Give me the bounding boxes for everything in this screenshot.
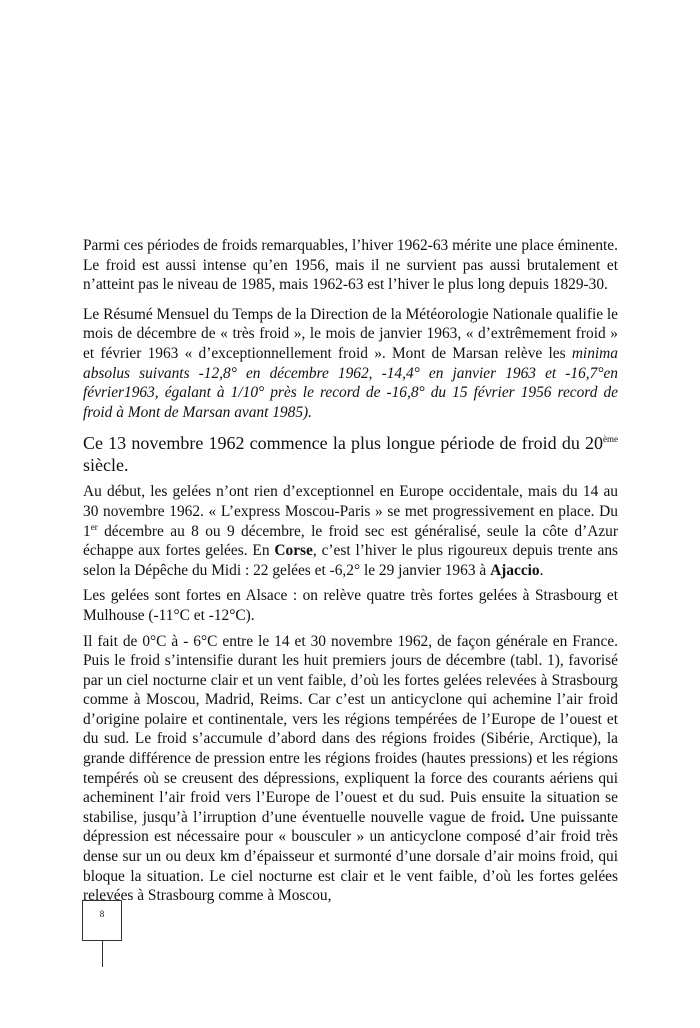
heading-superscript: ème xyxy=(603,434,618,445)
page-number: 8 xyxy=(99,909,105,919)
paragraph-2 xyxy=(83,305,618,423)
paragraph-5 xyxy=(83,632,618,906)
paragraph-3 xyxy=(83,482,618,580)
section-heading xyxy=(83,432,618,476)
p3-superscript: er xyxy=(90,521,98,532)
heading-text: Ce 13 novembre 1962 commence la plus longue période de froid du 20 xyxy=(83,433,603,454)
page-number-box xyxy=(82,900,122,941)
p3-bold-ajaccio: Ajaccio xyxy=(490,561,540,579)
document-body xyxy=(83,236,618,916)
p3-text: Au début, les gelées n’ont rien d’exceptionnel en Europe occidentale, mais du 14 au 30 novembre 1962. « L’express Moscou-Paris » se met progressivement en place. Du 1 xyxy=(83,483,618,540)
p5-text-b: Une puissante dépression est nécessaire pour « bousculer » un anticyclone composé d’air froid très dense sur un ou deux km d’épaisseur et surmonté d’une dorsale d’air moins froid, qui bloque la situation. Le ciel nocturne est clair et le vent faible, d’où les fortes gelées relevées à Strasbourg comme à Moscou, xyxy=(83,808,618,905)
paragraph-2-text: Le Résumé Mensuel du Temps de la Direction de la Météorologie Nationale qualifie le mois de décembre de « très froid », le mois de janvier 1963, « d’extrêmement froid » et février 1963 « d’exceptionnellement froid ». Mont de Marsan relève les xyxy=(83,305,619,362)
heading-text-end: siècle. xyxy=(83,455,129,476)
paragraph-1: Parmi ces périodes de froids remarquables, l’hiver 1962-63 mérite une place éminente. Le froid est aussi intense qu’en 1956, mais il ne survient pas aussi brutalement et n’atteint pas le niveau de 1985, mais 1962-63 est l’hiver le plus long depuis 1829-30. xyxy=(83,237,618,294)
paragraph-2-italic: minima absolus suivants -12,8° en décembre 1962, -14,4° en janvier 1963 et -16,7°en février1963, égalant à 1/10° près le record de -16,8° du 15 février 1956 record de froid à Mont de Marsan avant 1985). xyxy=(83,344,618,421)
paragraph-4: Les gelées sont fortes en Alsace : on relève quatre très fortes gelées à Strasbourg et Mulhouse (-11°C et -12°C). xyxy=(83,587,618,624)
p5-bold: . xyxy=(520,808,525,826)
p3-bold-corse: Corse xyxy=(274,542,313,560)
page-number-line xyxy=(102,940,103,967)
p3-text-c: , c’est l’hiver le plus rigoureux depuis trente ans selon la Dépêche du Midi : 22 gelées et -6,2° le 29 janvier 1963 à xyxy=(83,542,619,579)
p3-text-b: décembre au 8 ou 9 décembre, le froid sec est généralisé, seule la côte d’Azur échappe aux fortes gelées. En xyxy=(83,522,618,560)
p5-text: Il fait de 0°C à - 6°C entre le 14 et 30 novembre 1962, de façon générale en France. Puis le froid s’intensifie durant les huit premiers jours de décembre (tabl. 1), favorisé par un ciel nocturne clair et un vent faible, d’où les fortes gelées relevées à Strasbourg comme à Moscou, Madrid, Reims. Car c’est un anticyclone qui achemine l’air froid d’origine polaire et continentale, vers les régions tempérées de l’Europe de l’ouest et du sud. Le froid s’accumule d’abord dans des régions froides (Sibérie, Arctique), la grande différence de pression entre les régions froides (hautes pressions) et les régions tempérés où se creusent des dépressions, expliquent la force des courants aériens qui acheminent l’air froid vers l’Europe de l’ouest et du sud. Puis ensuite la situation se stabilise, jusqu’à l’irruption d’une éventuelle nouvelle vague de froid xyxy=(83,632,618,826)
p3-text-d: . xyxy=(539,561,544,579)
